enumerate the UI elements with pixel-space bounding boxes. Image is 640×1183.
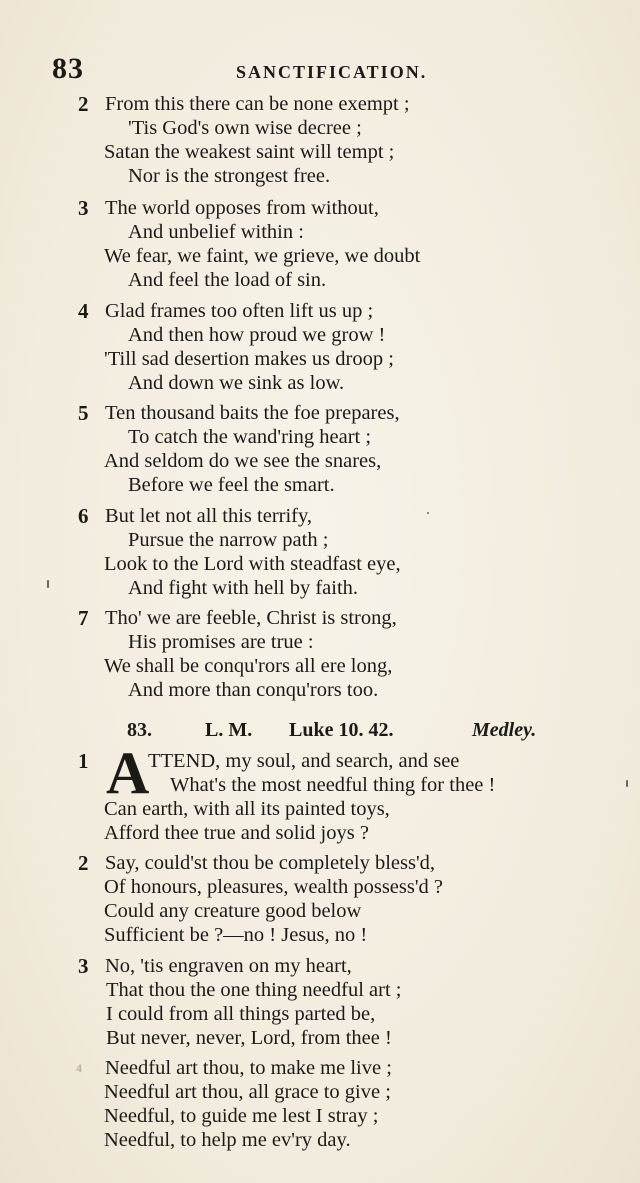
verse-line: And seldom do we see the snares, [104, 450, 382, 472]
hymn-number: 83. [127, 719, 152, 741]
verse-line: Could any creature good below [104, 900, 362, 922]
verse-line: Of honours, pleasures, wealth possess'd ? [104, 876, 444, 898]
running-head: SANCTIFICATION. [236, 62, 428, 82]
stanza-number: 2 [78, 92, 89, 116]
verse-line: And more than conqu'rors too. [128, 679, 379, 701]
verse-line: And down we sink as low. [128, 372, 345, 394]
verse-line: To catch the wand'ring heart ; [128, 426, 372, 448]
verse-line: And fight with hell by faith. [128, 577, 359, 599]
verse-line: 'Till sad desertion makes us droop ; [104, 348, 394, 370]
hymn-meter: L. M. [205, 719, 253, 741]
stanza-number: 4 [76, 1061, 82, 1075]
verse-line: His promises are true : [128, 631, 314, 653]
verse-line: I could from all things parted be, [106, 1003, 376, 1025]
hymn-tune: Medley. [472, 719, 537, 741]
stanza-number: 4 [78, 299, 89, 323]
verse-line: The world opposes from without, [105, 197, 379, 219]
verse-line: Needful art thou, to make me live ; [105, 1057, 392, 1079]
stanza-number: 3 [78, 954, 89, 978]
verse-line: Before we feel the smart. [128, 474, 335, 496]
verse-line: That thou the one thing needful art ; [106, 979, 402, 1001]
verse-line: Needful, to help me ev'ry day. [104, 1129, 351, 1151]
verse-line: But never, never, Lord, from thee ! [106, 1027, 392, 1049]
stanza-number: 5 [78, 401, 89, 425]
verse-line: Afford thee true and solid joys ? [104, 822, 369, 844]
stanza-number: 7 [78, 606, 89, 630]
verse-line: Tho' we are feeble, Christ is strong, [105, 607, 397, 629]
page-header [52, 52, 592, 86]
verse-line: Satan the weakest saint will tempt ; [104, 141, 395, 163]
verse-line: From this there can be none exempt ; [105, 93, 410, 115]
paper-speck [626, 780, 628, 787]
verse-line: And unbelief within : [128, 221, 304, 243]
stanza-number: 3 [78, 196, 89, 220]
verse-line: And feel the load of sin. [128, 269, 327, 291]
verse-line: Sufficient be ?—no ! Jesus, no ! [104, 924, 368, 946]
verse-line: Needful art thou, all grace to give ; [104, 1081, 391, 1103]
hymn-scripture: Luke 10. 42. [289, 719, 394, 741]
verse-line: Needful, to guide me lest I stray ; [104, 1105, 379, 1127]
verse-line: TTEND, my soul, and search, and see [148, 750, 460, 772]
verse-line: Glad frames too often lift us up ; [105, 300, 374, 322]
verse-line: Nor is the strongest free. [128, 165, 331, 187]
verse-line: Pursue the narrow path ; [128, 529, 329, 551]
drop-cap: A [106, 740, 150, 806]
verse-line: But let not all this terrify, [105, 505, 313, 527]
verse-line: Ten thousand baits the foe prepares, [105, 402, 400, 424]
verse-line: And then how proud we grow ! [128, 324, 386, 346]
hymn-heading [0, 716, 640, 744]
stanza-number: 6 [78, 504, 89, 528]
verse-line: What's the most needful thing for thee ! [170, 774, 496, 796]
stanza-number: 2 [78, 851, 89, 875]
verse-line: We fear, we faint, we grieve, we doubt [104, 245, 421, 267]
verse-line: Can earth, with all its painted toys, [104, 798, 390, 820]
verse-line: Say, could'st thou be completely bless'd, [105, 852, 436, 874]
verse-line: Look to the Lord with steadfast eye, [104, 553, 401, 575]
page-number: 83 [52, 52, 84, 85]
verse-line: No, 'tis engraven on my heart, [105, 955, 352, 977]
paper-speck [47, 580, 49, 588]
paper-speck [427, 512, 429, 514]
verse-line: We shall be conqu'rors all ere long, [104, 655, 393, 677]
stanza-number: 1 [78, 749, 89, 773]
verse-line: 'Tis God's own wise decree ; [128, 117, 362, 139]
